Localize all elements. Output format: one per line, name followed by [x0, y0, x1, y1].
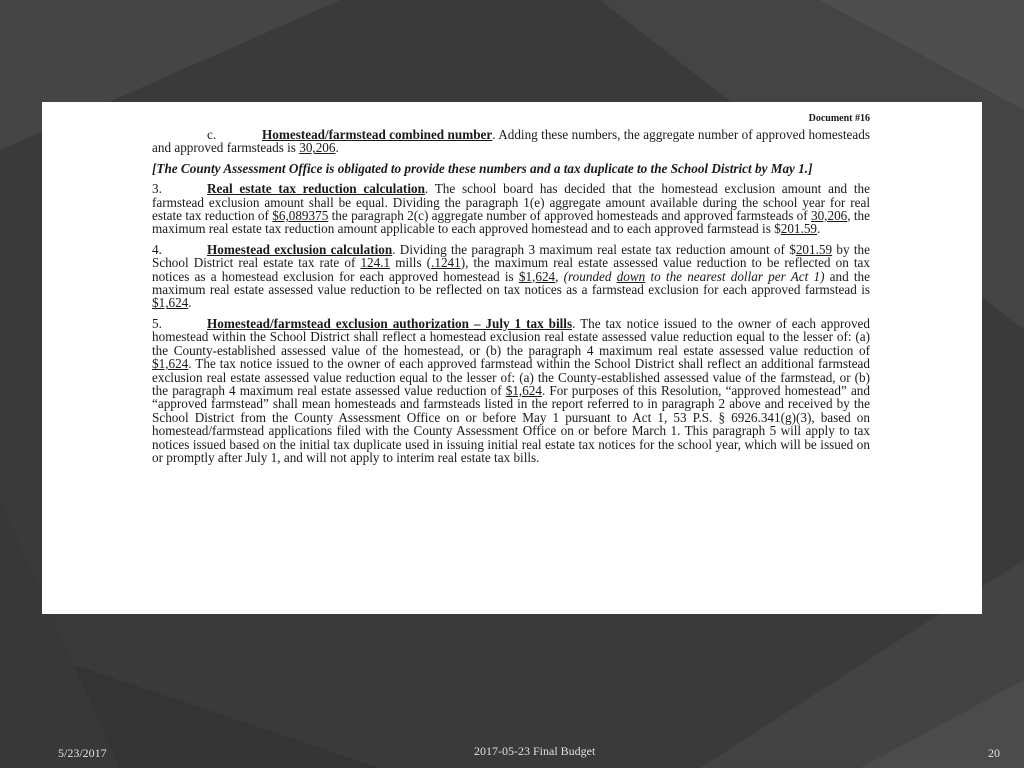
- footer-date: 5/23/2017: [58, 746, 107, 760]
- paragraph-text: mills (: [390, 255, 432, 271]
- value-tax-rate: 124.1: [360, 255, 391, 271]
- rounding-note: (rounded: [563, 268, 617, 284]
- paragraph-3: [152, 182, 870, 236]
- value-homestead-reduction: $1,624: [152, 356, 189, 372]
- paragraph-number: 3.: [152, 181, 162, 197]
- rounding-note: to the nearest dollar per Act 1): [645, 268, 825, 284]
- paragraph-text: .: [188, 295, 192, 311]
- value-farmstead-reduction: $1,624: [505, 382, 542, 398]
- value-reduction-amount: 201.59: [795, 241, 833, 257]
- rounding-note-emphasis: down: [616, 268, 646, 284]
- paragraph-text: .: [335, 140, 339, 156]
- paragraph-text: , the maximum real estate tax reduction amount applicable to each approved homestead and to each approved farmstead is $: [152, 208, 870, 237]
- paragraph-text: . Dividing the paragraph 3 maximum real estate tax reduction amount of $: [392, 241, 796, 257]
- document-number: Document #16: [808, 113, 870, 124]
- value-farmstead-exclusion: $1,624: [152, 295, 189, 311]
- paragraph-4: [152, 243, 870, 310]
- paragraph-text: the paragraph 2(c) aggregate number of approved homesteads and approved farmsteads of: [328, 208, 811, 224]
- paragraph-text: .: [817, 221, 821, 237]
- value-homestead-exclusion: $1,624: [518, 268, 556, 284]
- assessment-note: [The County Assessment Office is obligated to provide these numbers and a tax duplicate to the School District by May 1.]: [152, 160, 813, 176]
- paragraph-text: ), the maximum real estate assessed value reduction to be reflected on tax notices as a homestead exclusion for each approved homestead is: [152, 255, 870, 284]
- paragraph-heading: Homestead exclusion calculation: [207, 241, 393, 257]
- paragraph-heading: Homestead/farmstead exclusion authorization – July 1 tax bills: [207, 315, 573, 331]
- paragraph-5: [152, 317, 870, 464]
- paragraph-text: . Adding these numbers, the aggregate number of approved homesteads and approved farmsteads is: [152, 127, 870, 156]
- document-body: [152, 112, 870, 471]
- paragraph-number: 5.: [152, 315, 162, 331]
- document-image: [42, 102, 982, 614]
- footer-title: 2017-05-23 Final Budget: [474, 744, 596, 758]
- value-aggregate-amount: $6,089375: [272, 208, 329, 224]
- paragraph-text: . The tax notice issued to the owner of each approved homestead within the School District shall reflect a homestead exclusion real estate assessed value reduction equal to the lesser of: (a) the County-established assessed value of the homestead, or (b) the paragraph 4 maximum real estate assessed value reduction of: [152, 315, 870, 358]
- value-approved-count: 30,206: [810, 208, 848, 224]
- paragraph-number: c.: [207, 127, 217, 142]
- value-combined-number: 30,206: [299, 140, 336, 156]
- paragraph-c: [152, 128, 870, 155]
- value-tax-rate-decimal: .1241: [431, 255, 461, 271]
- paragraph-text: ,: [555, 268, 564, 284]
- slide-number: 20: [988, 746, 1000, 760]
- paragraph-text: . The school board has decided that the homestead exclusion amount and the farmstead exclusion amount shall be equal. Dividing the paragraph 1(e) aggregate amount available during the school year for real estate tax reduction of: [152, 181, 870, 224]
- paragraph-number: 4.: [152, 241, 162, 257]
- paragraph-text: . For purposes of this Resolution, “approved homestead” and “approved farmstead” shall mean homesteads and farmsteads listed in the report referred to in paragraph 2 above and received by the School District from the County Assessment Office on or before May 1 pursuant to Act 1, 53 P.S. § 6926.341(g)(3), based on homestead/farmstead applications filed with the County Assessment Office on or before March 1. This paragraph 5 will apply to tax notices issued based on the initial tax duplicate used in issuing initial real estate tax notices for the school year, which will be issued on or promptly after July 1, and will not apply to interim real estate tax bills.: [152, 382, 870, 465]
- paragraph-heading: Homestead/farmstead combined number: [262, 127, 493, 142]
- value-max-reduction: 201.59: [780, 221, 817, 237]
- paragraph-text: and the maximum real estate assessed value reduction to be reflected on tax notices as a farmstead exclusion for each approved farmstead is: [152, 268, 871, 298]
- paragraph-text: . The tax notice issued to the owner of each approved farmstead within the School District shall reflect an additional farmstead exclusion real estate assessed value reduction equal to the lesser of: (a) the County-established assessed value of the farmstead, or (b) the paragraph 4 maximum real estate assessed value reduction of: [152, 356, 870, 398]
- paragraph-text: by the School District real estate tax rate of: [152, 241, 870, 271]
- paragraph-heading: Real estate tax reduction calculation: [207, 181, 425, 197]
